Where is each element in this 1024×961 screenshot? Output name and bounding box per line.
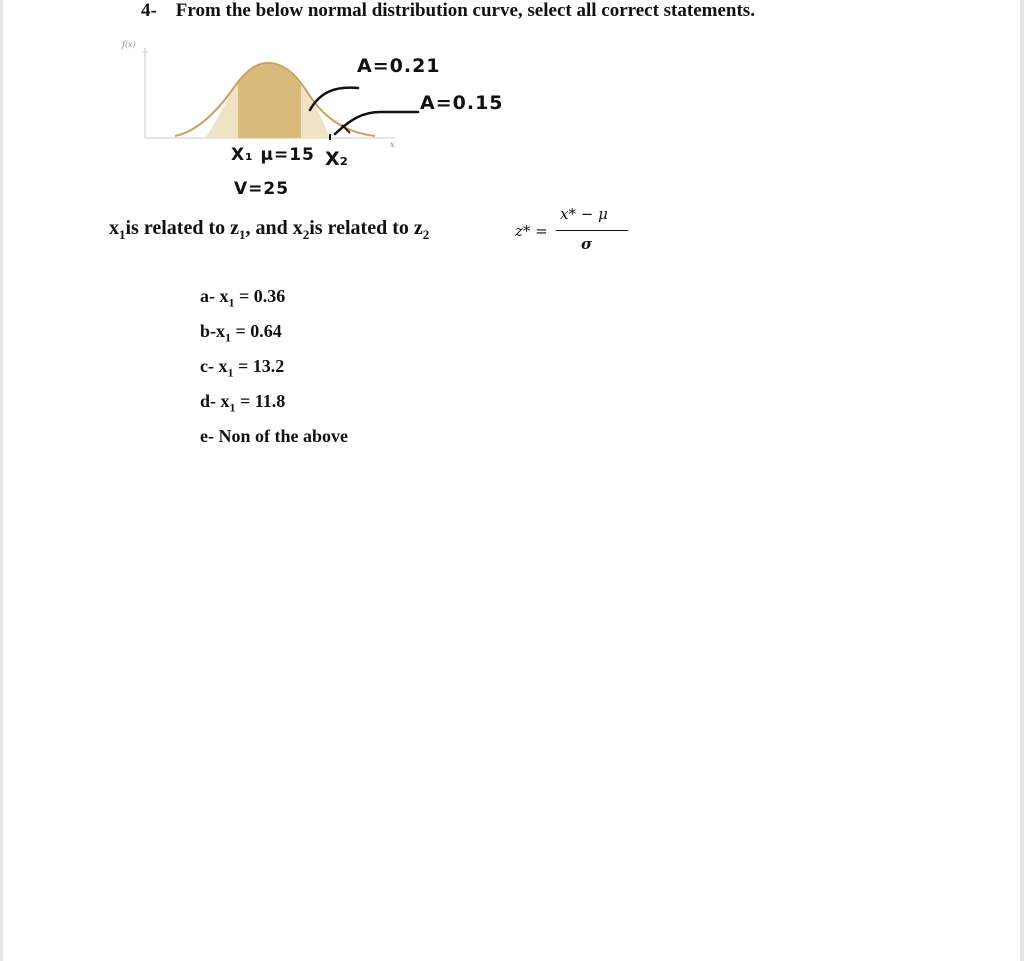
x1-mu-label: X₁ μ=15 [231, 145, 315, 165]
option-b[interactable] [200, 321, 348, 356]
relation-part-2: is related to z [125, 217, 239, 239]
normal-distribution-figure [0, 30, 520, 240]
y-axis-label: f(x) [122, 40, 136, 49]
area-label-2: A=0.15 [420, 92, 504, 114]
option-a-sub: 1 [228, 295, 235, 310]
formula-numerator: x* − μ [560, 205, 608, 223]
z-score-formula [515, 205, 625, 260]
question-header [141, 0, 755, 22]
question-number: 4- [141, 0, 157, 21]
option-c-value: = 13.2 [233, 356, 285, 376]
relation-sub-1: 1 [119, 227, 126, 242]
option-c-prefix: c- x [200, 356, 228, 376]
relation-part-3: , and x [245, 217, 303, 239]
option-a[interactable] [200, 286, 348, 321]
option-b-prefix: b-x [200, 321, 226, 341]
relation-sub-4: 2 [422, 227, 430, 242]
option-b-sub: 1 [225, 330, 232, 345]
option-c-sub: 1 [227, 365, 234, 380]
question-text: From the below normal distribution curve, select all correct statements. [175, 0, 755, 21]
option-e-prefix: e- Non of the above [200, 426, 348, 446]
option-a-value: = 0.36 [234, 286, 286, 306]
answer-options [200, 286, 348, 461]
option-c[interactable] [200, 356, 348, 391]
relation-sub-3: 2 [302, 227, 310, 242]
option-d-value: = 11.8 [235, 391, 286, 411]
page-edge-right [1020, 0, 1024, 961]
formula-lhs: z* = [515, 222, 548, 240]
option-b-value: = 0.64 [231, 321, 282, 341]
x-axis-label: x [390, 140, 395, 149]
option-d[interactable] [200, 391, 348, 426]
relation-sub-2: 1 [239, 227, 246, 242]
option-a-prefix: a- x [200, 286, 229, 306]
area-label-1: A=0.21 [357, 55, 441, 77]
x2-label: X₂ [325, 148, 348, 170]
formula-denominator: σ [581, 235, 593, 253]
variance-label: V=25 [234, 179, 290, 199]
relation-part-1: x [109, 217, 119, 239]
shaded-area [238, 64, 301, 138]
option-d-sub: 1 [229, 400, 236, 415]
option-d-prefix: d- x [200, 391, 230, 411]
fraction-bar [556, 230, 628, 231]
option-e[interactable] [200, 426, 348, 461]
relation-part-4: is related to z [309, 217, 423, 239]
relation-statement [109, 217, 429, 243]
